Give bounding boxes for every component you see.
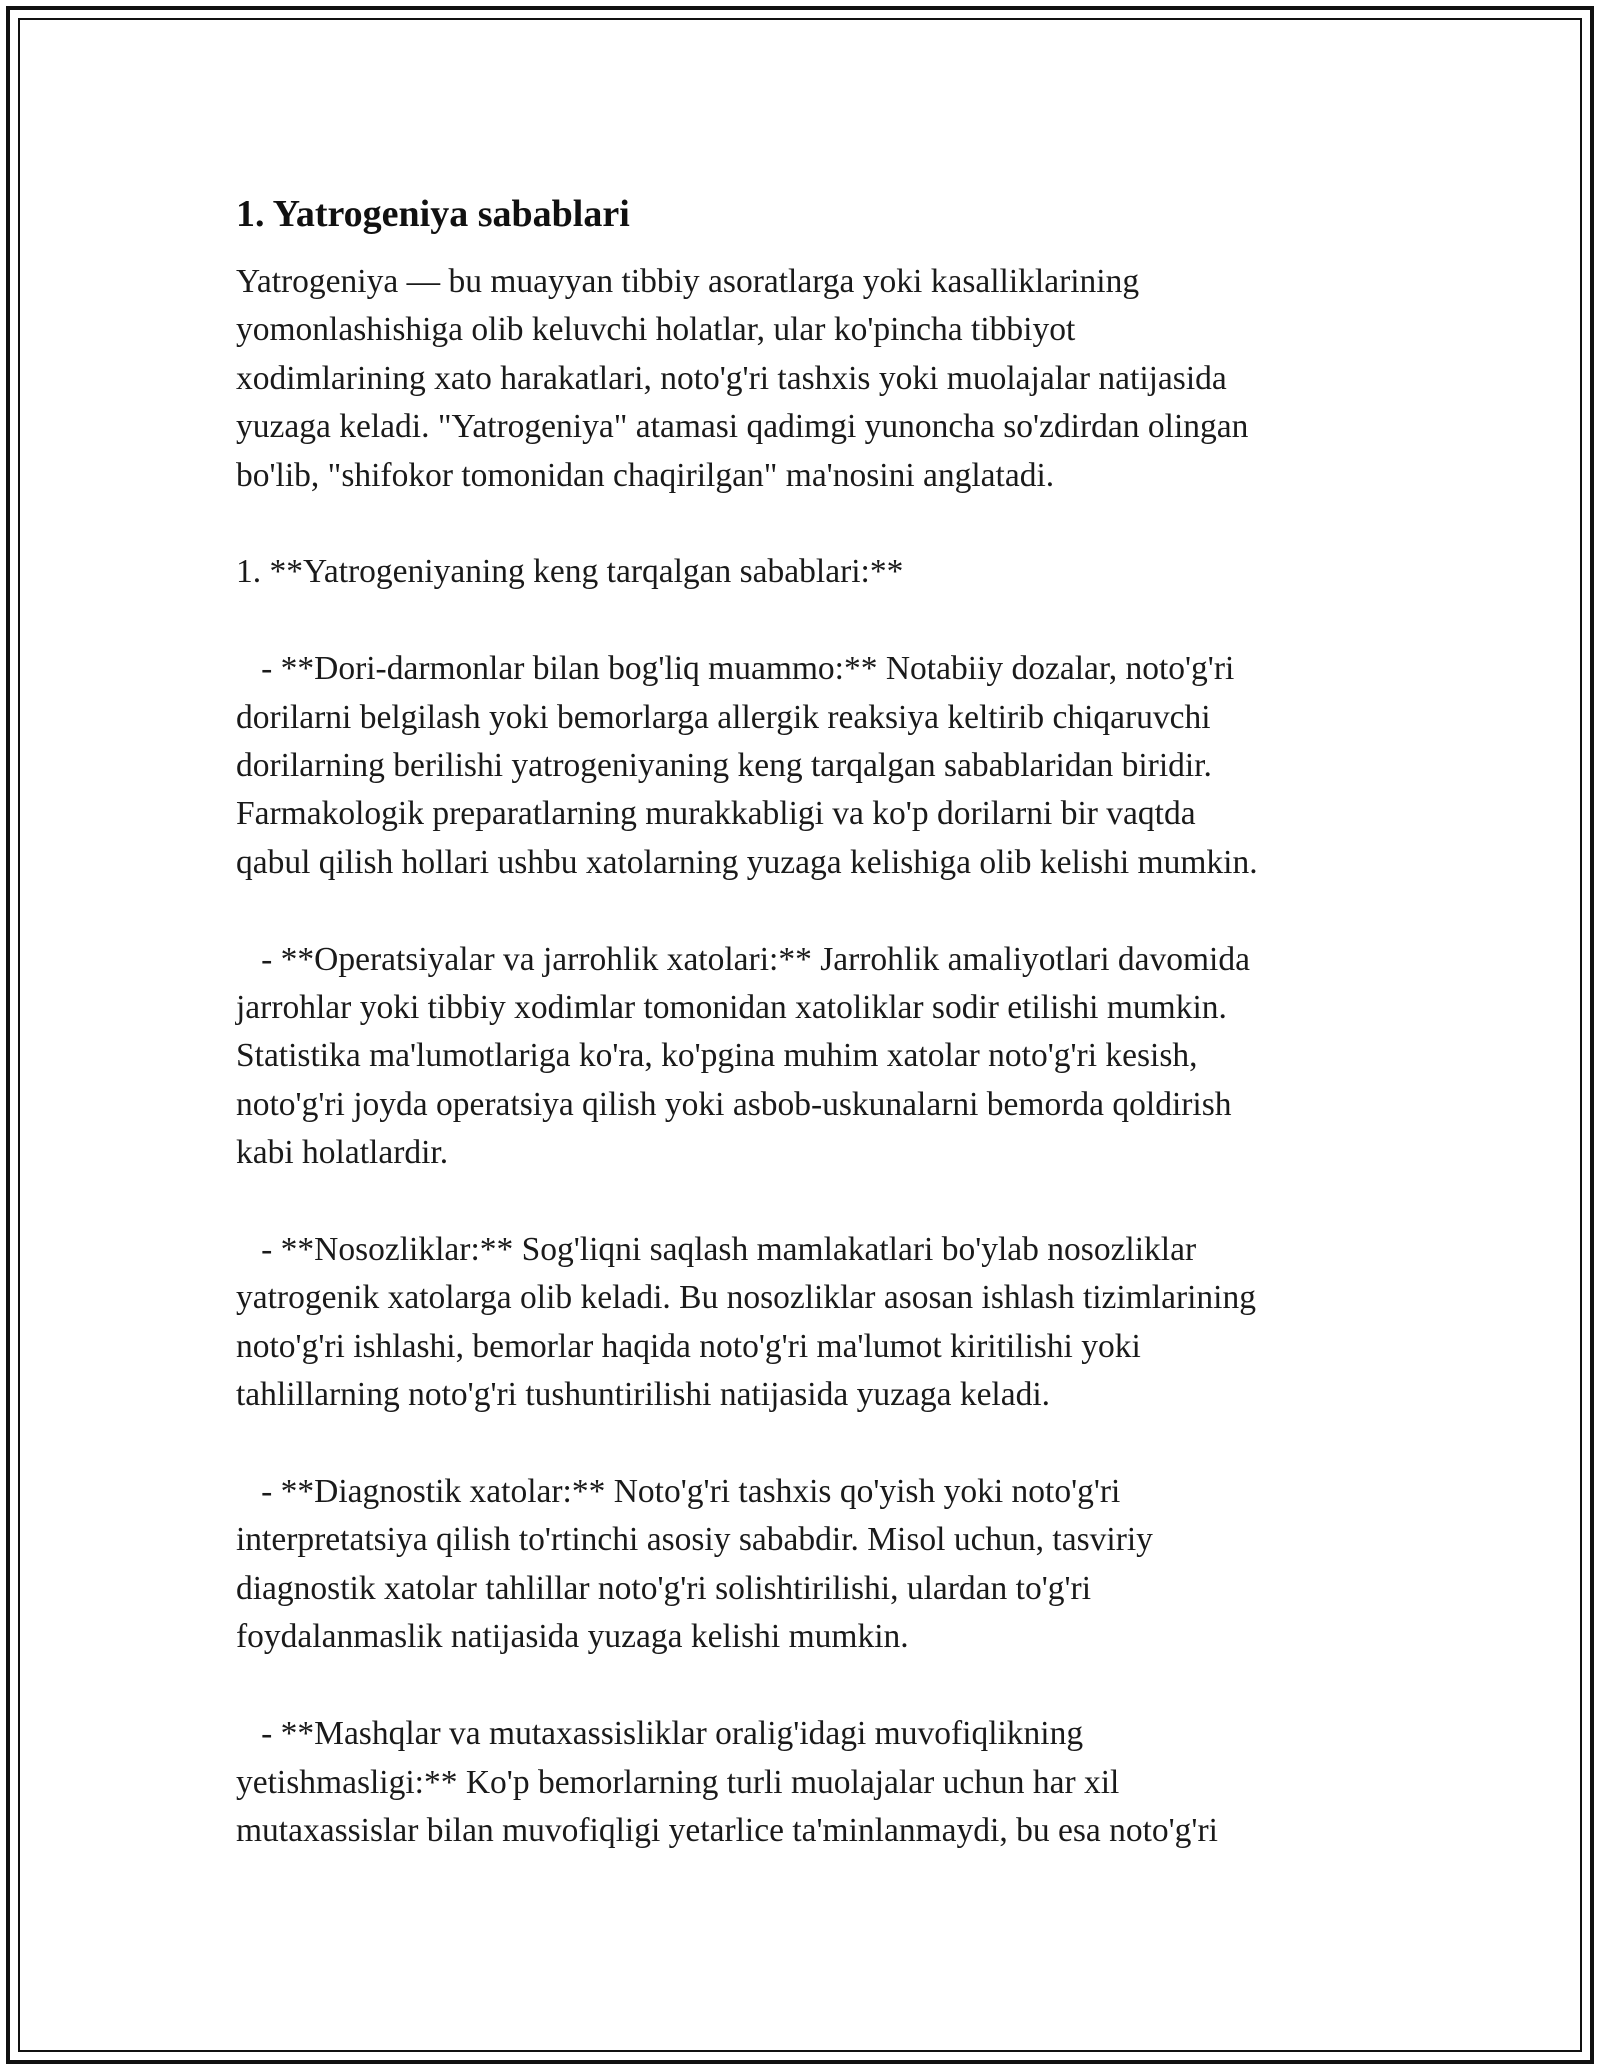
list-item-malfunctions: - **Nosozliklar:** Sog'liqni saqlash mamlakatlari bo'ylab nosozliklar yatrogenik xatolarga olib keladi. Bu nosozliklar asosan ishlash tizimlarining noto'g'ri ishlashi, bemorlar haqida noto'g'ri ma'lumot kiritilishi yoki tahlillarning noto'g'ri tushuntirilishi natijasida yuzaga keladi. bbox=[236, 1231, 1256, 1414]
paragraph-gap bbox=[236, 887, 1366, 935]
list-item-coordination: - **Mashqlar va mutaxassisliklar oralig'idagi muvofiqlikning yetishmasligi:** Ko'p bemorlarning turli muolajalar uchun har xil mutaxassislar bilan muvofiqligi yetarlice ta'minlanmaydi, bu esa noto'g'ri bbox=[236, 1715, 1218, 1849]
list-title: 1. **Yatrogeniyaning keng tarqalgan sabablari:** bbox=[236, 553, 904, 591]
paragraph-gap bbox=[236, 597, 1366, 645]
paragraph-gap bbox=[236, 500, 1366, 548]
list-item-medication: - **Dori-darmonlar bilan bog'liq muammo:** Notabiiy dozalar, noto'g'ri dorilarni belgilash yoki bemorlarga allergik reaksiya keltirib chiqaruvchi dorilarning berilishi yatrogeniyaning keng tarqalgan sabablaridan biridir. Farmakologik preparatlarning murakkabligi va ko'p dorilarni bir vaqtda qabul qilish hollari ushbu xatolarning yuzaga kelishiga olib kelishi mumkin. bbox=[236, 650, 1258, 881]
paragraph-gap bbox=[236, 1662, 1366, 1710]
document-body bbox=[236, 188, 1366, 1855]
paragraph-gap bbox=[236, 1178, 1366, 1226]
intro-paragraph: Yatrogeniya — bu muayyan tibbiy asoratlarga yoki kasalliklarining yomonlashishiga olib keluvchi holatlar, ular ko'pincha tibbiyot xodimlarining xato harakatlari, noto'g'ri tashxis yoki muolajalar natijasida yuzaga keladi. "Yatrogeniya" atamasi qadimgi yunoncha so'zdirdan olingan bo'lib, "shifokor tomonidan chaqirilgan" ma'nosini anglatadi. bbox=[236, 263, 1249, 494]
list-item-surgery: - **Operatsiyalar va jarrohlik xatolari:** Jarrohlik amaliyotlari davomida jarrohlar yoki tibbiy xodimlar tomonidan xatoliklar sodir etilishi mumkin. Statistika ma'lumotlariga ko'ra, ko'pgina muhim xatolar noto'g'ri kesish, noto'g'ri joyda operatsiya qilish yoki asbob-uskunalarni bemorda qoldirish kabi holatlardir. bbox=[236, 940, 1250, 1172]
list-item-diagnostic: - **Diagnostik xatolar:** Noto'g'ri tashxis qo'yish yoki noto'g'ri interpretatsiya qilish to'rtinchi asosiy sababdir. Misol uchun, tasviriy diagnostik xatolar tahlillar noto'g'ri solishtirilishi, ulardan to'g'ri foydalanmaslik natijasida yuzaga kelishi mumkin. bbox=[236, 1473, 1153, 1656]
section-heading: 1. Yatrogeniya sabablari bbox=[236, 193, 630, 235]
paragraph-gap bbox=[236, 1420, 1366, 1468]
